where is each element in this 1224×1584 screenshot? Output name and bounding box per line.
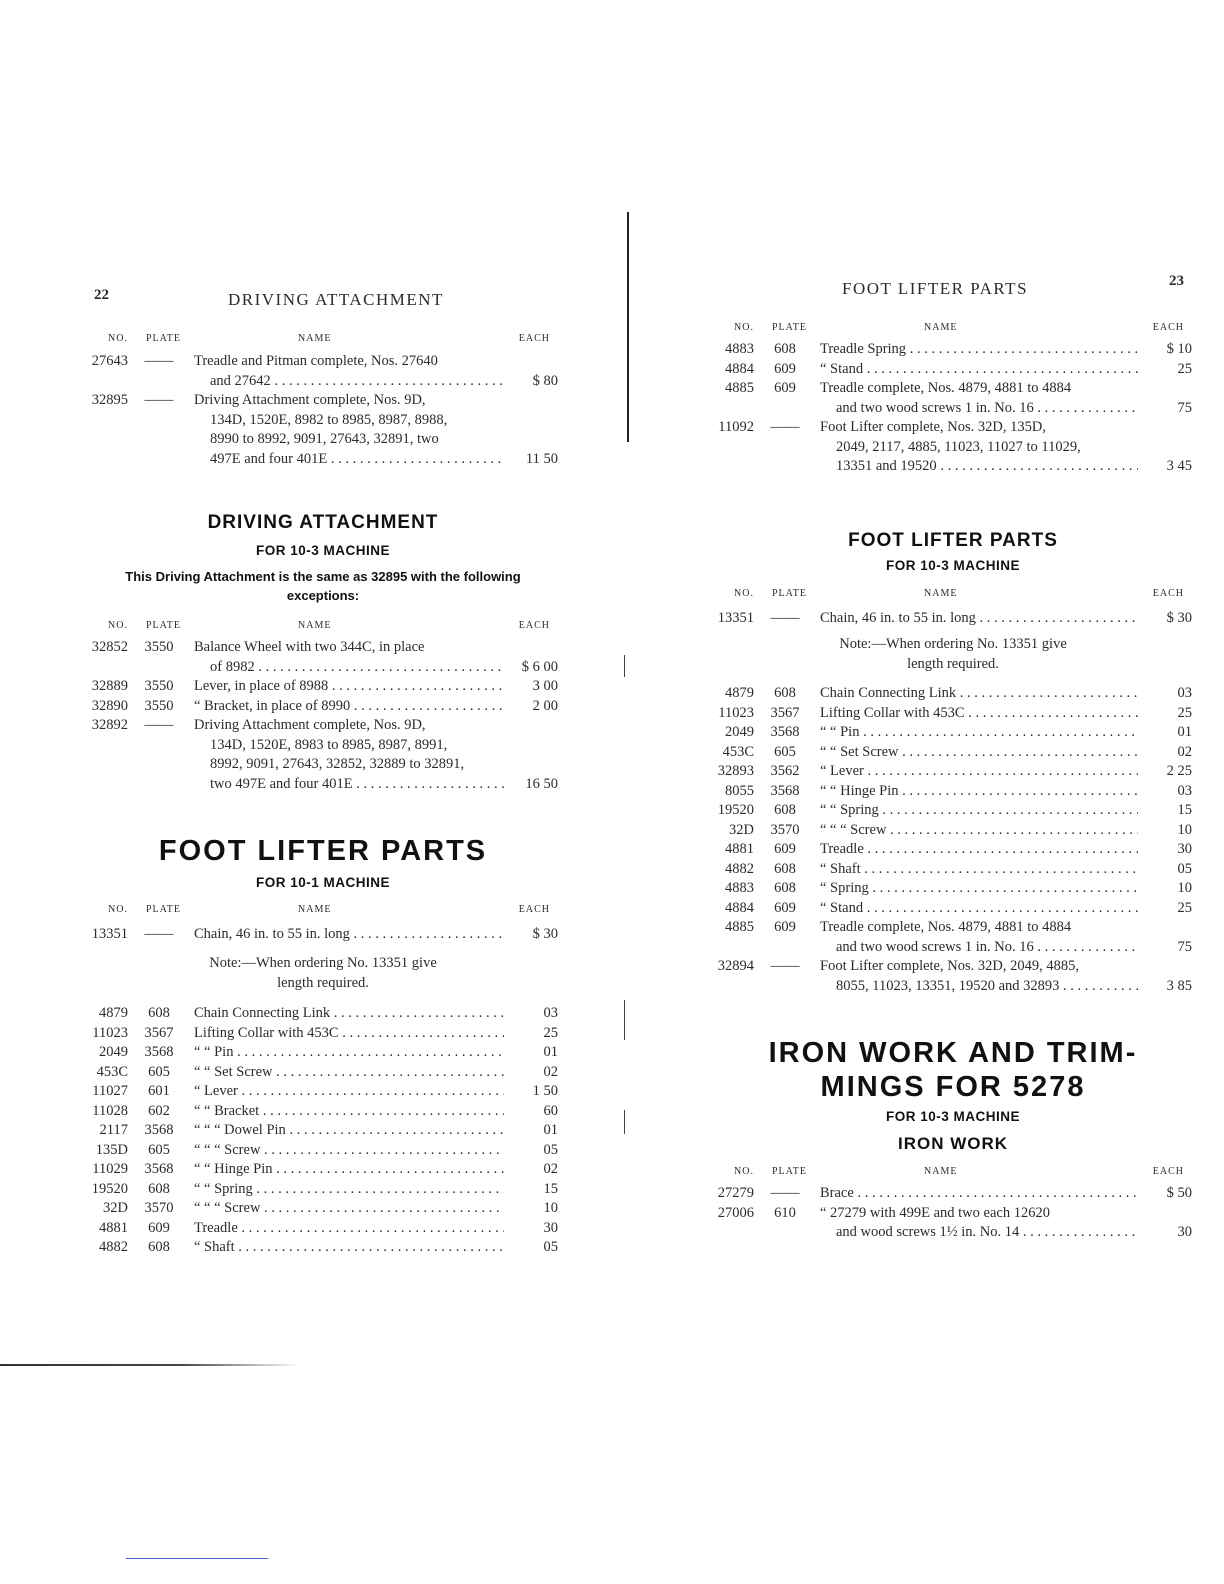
price-each: 3 00 — [532, 678, 558, 694]
name-line: Treadle and Pitman complete, Nos. 27640 — [194, 353, 438, 369]
name-line: Treadle . . . — [194, 1219, 504, 1239]
part-number: 4885 — [725, 919, 754, 935]
plate-number: —— — [770, 419, 800, 435]
scan-mark — [624, 1110, 625, 1134]
part-name — [194, 1043, 504, 1063]
part-name — [194, 1219, 504, 1239]
name-line: “ “ “ Dowel Pin . . . — [194, 1121, 504, 1141]
part-name — [194, 1024, 504, 1044]
plate-number: 3568 — [144, 1044, 174, 1060]
plate-number: 609 — [774, 841, 796, 857]
part-number: 4881 — [99, 1219, 128, 1236]
col-name: NAME — [924, 1166, 958, 1177]
price-each: 15 — [1177, 802, 1192, 818]
name-line: “ “ Bracket . . . — [194, 1102, 504, 1122]
name-line: “ Stand . . . — [820, 360, 1138, 380]
name-line: and two wood screws 1 in. No. 16 . . . — [820, 938, 1138, 958]
part-name — [194, 1141, 504, 1161]
price-each: 75 — [1177, 938, 1192, 955]
price-each: 15 — [543, 1180, 558, 1197]
part-name — [820, 821, 1138, 841]
name-line: Foot Lifter complete, Nos. 32D, 135D, — [820, 419, 1046, 435]
price-each: 02 — [543, 1161, 558, 1177]
col-each: EACH — [1152, 322, 1184, 333]
price-each: $ 6 00 — [521, 658, 558, 675]
plate-number: 608 — [148, 1239, 170, 1255]
price-each: 75 — [1177, 399, 1192, 416]
col-each: EACH — [518, 904, 550, 915]
price-each: $ 50 — [1166, 1185, 1192, 1201]
section-subheading: FOR 10-3 MACHINE — [885, 558, 1020, 573]
part-name — [820, 379, 1138, 418]
plate-number: 3568 — [770, 724, 800, 740]
plate-number: 605 — [774, 743, 796, 760]
part-name — [194, 1121, 504, 1141]
part-number: 135D — [95, 1141, 128, 1158]
part-number: 32D — [729, 821, 754, 838]
name-line: 8990 to 8992, 9091, 27643, 32891, two — [210, 431, 439, 447]
name-line: 2049, 2117, 4885, 11023, 11027 to 11029, — [836, 438, 1081, 455]
name-line: Chain, 46 in. to 55 in. long . . . — [820, 609, 1138, 629]
running-title: DRIVING ATTACHMENT — [228, 290, 444, 309]
section-heading: FOOT LIFTER PARTS — [848, 530, 1058, 551]
part-number: 11023 — [718, 704, 754, 721]
name-line: “ Lever . . . — [820, 762, 1138, 782]
name-line: 134D, 1520E, 8983 to 8985, 8987, 8991, — [210, 736, 448, 753]
section-note — [88, 567, 558, 605]
price-each: 60 — [543, 1102, 558, 1119]
part-name — [820, 1184, 1138, 1204]
section-subheading: FOR 10-1 MACHINE — [255, 875, 390, 890]
ordering-note — [714, 635, 1192, 674]
part-number: 13351 — [717, 610, 754, 626]
plate-number: 3570 — [770, 821, 800, 838]
name-line: of 8982 . . . — [194, 658, 504, 678]
col-name: NAME — [298, 620, 332, 631]
part-name — [820, 918, 1138, 957]
price-each: 01 — [543, 1122, 558, 1138]
name-line: Balance Wheel with two 344C, in place — [194, 639, 425, 655]
part-number: 4879 — [725, 685, 754, 701]
part-name — [820, 609, 1138, 629]
part-number: 4883 — [725, 341, 754, 357]
column-header — [714, 588, 1192, 602]
name-line: two 497E and four 401E . . . — [194, 775, 504, 795]
section-subheading: IRON WORK — [897, 1134, 1009, 1153]
col-name: NAME — [298, 333, 332, 344]
plate-number: 609 — [774, 380, 796, 396]
plate-number: —— — [770, 610, 800, 626]
name-line: “ “ “ Screw . . . — [820, 821, 1138, 841]
col-plate: PLATE — [772, 1166, 807, 1177]
name-line: Chain, 46 in. to 55 in. long . . . — [194, 925, 504, 945]
col-no: NO. — [108, 904, 128, 915]
price-each: 2 25 — [1166, 763, 1192, 779]
part-number: 32894 — [717, 958, 754, 974]
name-line: and two wood screws 1 in. No. 16 . . . — [820, 399, 1138, 419]
part-name — [194, 1238, 504, 1258]
part-name — [194, 1160, 504, 1180]
part-number: 27006 — [717, 1204, 754, 1221]
part-number: 2117 — [99, 1122, 128, 1138]
plate-number: 3567 — [770, 704, 800, 721]
note-line: Note:—When ordering No. 13351 give — [209, 955, 437, 971]
col-each: EACH — [1152, 588, 1184, 599]
part-number: 4879 — [99, 1005, 128, 1021]
part-number: 4882 — [99, 1239, 128, 1255]
name-line: “ “ Spring . . . — [820, 801, 1138, 821]
part-name — [194, 677, 504, 697]
name-line: “ “ Set Screw . . . — [194, 1063, 504, 1083]
part-number: 4882 — [725, 860, 754, 877]
price-each: 30 — [1177, 841, 1192, 857]
part-number: 4883 — [725, 880, 754, 896]
note-line: exceptions: — [286, 588, 360, 603]
price-each: 25 — [543, 1024, 558, 1041]
name-line: 8992, 9091, 27643, 32852, 32889 to 32891, — [210, 756, 465, 772]
part-number: 4884 — [725, 360, 754, 377]
column-header — [88, 620, 558, 634]
part-name — [194, 1180, 504, 1200]
plate-number: 3550 — [144, 678, 174, 694]
part-name — [194, 716, 504, 794]
price-each: 25 — [1177, 704, 1192, 721]
price-each: 1 50 — [532, 1083, 558, 1099]
price-each: 01 — [543, 1044, 558, 1060]
part-name — [820, 899, 1138, 919]
price-each: 03 — [543, 1005, 558, 1021]
plate-number: 3570 — [144, 1200, 174, 1216]
section-heading: FOOT LIFTER PARTS — [158, 835, 488, 867]
part-name — [820, 782, 1138, 802]
name-line: Lever, in place of 8988 . . . — [194, 677, 504, 697]
name-line: “ “ Spring . . . — [194, 1180, 504, 1200]
col-name: NAME — [924, 588, 958, 599]
part-name — [820, 762, 1138, 782]
part-name — [194, 391, 504, 469]
plate-number: 608 — [774, 880, 796, 896]
section-subheading: FOR 10-3 MACHINE — [255, 543, 390, 558]
plate-number: 602 — [148, 1102, 170, 1119]
col-no: NO. — [734, 1166, 754, 1177]
part-number: 11029 — [92, 1161, 128, 1177]
part-name — [194, 1082, 504, 1102]
column-header — [88, 904, 558, 918]
part-name — [194, 352, 504, 391]
price-each: 3 85 — [1166, 977, 1192, 994]
scan-mark — [624, 1000, 625, 1040]
name-line: “ “ Pin . . . — [194, 1043, 504, 1063]
part-name — [194, 638, 504, 677]
part-number: 32889 — [91, 678, 128, 694]
plate-number: 609 — [148, 1219, 170, 1236]
plate-number: 610 — [774, 1204, 796, 1221]
price-each: 30 — [1177, 1224, 1192, 1240]
price-each: $ 10 — [1166, 341, 1192, 357]
part-number: 19520 — [91, 1180, 128, 1197]
part-number: 4885 — [725, 380, 754, 396]
part-number: 2049 — [725, 724, 754, 740]
part-number: 11027 — [92, 1083, 128, 1099]
name-line: “ 27279 with 499E and two each 12620 — [820, 1204, 1050, 1221]
price-each: $ 30 — [532, 926, 558, 942]
price-each: $ 80 — [532, 372, 558, 389]
name-line: “ Shaft . . . — [820, 860, 1138, 880]
part-name — [820, 840, 1138, 860]
part-name — [820, 879, 1138, 899]
part-number: 32D — [103, 1200, 128, 1216]
plate-number: —— — [144, 717, 174, 733]
name-line: 13351 and 19520 . . . — [820, 457, 1138, 477]
name-line: “ “ “ Screw . . . — [194, 1141, 504, 1161]
name-line: “ “ Set Screw . . . — [820, 743, 1138, 763]
name-line: Driving Attachment complete, Nos. 9D, — [194, 392, 426, 408]
part-name — [194, 925, 504, 945]
plate-number: —— — [770, 1185, 800, 1201]
ordering-note — [88, 954, 558, 993]
col-no: NO. — [734, 322, 754, 333]
page-number: 22 — [94, 287, 109, 303]
price-each: 02 — [1177, 743, 1192, 760]
name-line: Treadle Spring . . . — [820, 340, 1138, 360]
part-number: 13351 — [91, 926, 128, 942]
price-each: 01 — [1177, 724, 1192, 740]
part-number: 11028 — [92, 1102, 128, 1119]
name-line: Treadle complete, Nos. 4879, 4881 to 4884 — [820, 919, 1072, 935]
part-name — [820, 704, 1138, 724]
col-plate: PLATE — [772, 322, 807, 333]
name-line: 497E and four 401E . . . — [194, 450, 504, 470]
part-name — [194, 1102, 504, 1122]
note-line: This Driving Attachment is the same as 32895 with the following — [125, 569, 521, 584]
underline-mark — [126, 1558, 268, 1559]
price-each: 3 45 — [1166, 458, 1192, 474]
name-line: “ Bracket, in place of 8990 . . . — [194, 697, 504, 717]
plate-number: 609 — [774, 360, 796, 377]
part-number: 2049 — [99, 1044, 128, 1060]
name-line: 8055, 11023, 13351, 19520 and 32893 . . . — [820, 977, 1138, 997]
heading-line: MINGS FOR 5278 — [820, 1071, 1086, 1103]
note-line: Note:—When ordering No. 13351 give — [839, 636, 1067, 652]
plate-number: 609 — [774, 899, 796, 916]
name-line: “ “ Pin . . . — [820, 723, 1138, 743]
part-number: 11023 — [92, 1024, 128, 1041]
price-each: 30 — [543, 1219, 558, 1236]
col-no: NO. — [108, 333, 128, 344]
price-each: 25 — [1177, 899, 1192, 916]
price-each: $ 30 — [1166, 610, 1192, 626]
scan-mark — [624, 655, 625, 677]
part-name — [820, 743, 1138, 763]
col-each: EACH — [518, 620, 550, 631]
price-each: 16 50 — [525, 775, 558, 792]
plate-number: 608 — [774, 341, 796, 357]
col-plate: PLATE — [772, 588, 807, 599]
part-name — [820, 801, 1138, 821]
plate-number: 608 — [148, 1180, 170, 1197]
scan-artifact-line — [0, 1364, 300, 1366]
col-name: NAME — [924, 322, 958, 333]
name-line: Brace . . . — [820, 1184, 1138, 1204]
part-number: 453C — [96, 1063, 128, 1080]
part-number: 11092 — [718, 419, 754, 435]
column-header — [88, 333, 558, 347]
plate-number: —— — [144, 926, 174, 942]
name-line: “ “ Hinge Pin . . . — [820, 782, 1138, 802]
part-number: 32895 — [91, 392, 128, 408]
price-each: 05 — [1177, 860, 1192, 877]
col-plate: PLATE — [146, 620, 181, 631]
note-line: length required. — [907, 655, 999, 672]
plate-number: —— — [770, 958, 800, 974]
name-line: Treadle . . . — [820, 840, 1138, 860]
plate-number: —— — [144, 353, 174, 369]
part-number: 4881 — [725, 841, 754, 857]
name-line: 134D, 1520E, 8982 to 8985, 8987, 8988, — [210, 411, 448, 428]
name-line: Lifting Collar with 453C . . . — [820, 704, 1138, 724]
col-name: NAME — [298, 904, 332, 915]
name-line: “ “ “ Screw . . . — [194, 1199, 504, 1219]
plate-number: 3562 — [770, 763, 800, 779]
name-line: and 27642 . . . — [194, 372, 504, 392]
price-each: 10 — [543, 1200, 558, 1216]
part-name — [820, 1204, 1138, 1243]
plate-number: 3567 — [144, 1024, 174, 1041]
plate-number: 608 — [148, 1005, 170, 1021]
part-name — [820, 360, 1138, 380]
page-number: 23 — [1169, 273, 1184, 289]
note-line: length required. — [277, 974, 369, 991]
col-each: EACH — [1152, 1166, 1184, 1177]
plate-number: 605 — [148, 1063, 170, 1080]
name-line: Foot Lifter complete, Nos. 32D, 2049, 4885, — [820, 958, 1079, 974]
part-name — [820, 684, 1138, 704]
part-name — [820, 418, 1138, 477]
plate-number: 3568 — [144, 1122, 174, 1138]
price-each: 10 — [1177, 821, 1192, 838]
name-line: Driving Attachment complete, Nos. 9D, — [194, 717, 426, 733]
plate-number: 608 — [774, 685, 796, 701]
part-number: 32890 — [91, 697, 128, 714]
price-each: 11 50 — [525, 450, 558, 467]
name-line: “ Shaft . . . — [194, 1238, 504, 1258]
part-number: 32852 — [91, 639, 128, 655]
heading-line: IRON WORK AND TRIM- — [768, 1037, 1138, 1069]
name-line: Lifting Collar with 453C . . . — [194, 1024, 504, 1044]
price-each: 05 — [543, 1141, 558, 1158]
part-name — [820, 340, 1138, 360]
price-each: 03 — [1177, 685, 1192, 701]
price-each: 10 — [1177, 880, 1192, 896]
part-name — [194, 1063, 504, 1083]
part-name — [194, 697, 504, 717]
section-heading — [714, 1036, 1192, 1104]
plate-number: 608 — [774, 802, 796, 818]
column-header — [714, 1166, 1192, 1180]
part-number: 19520 — [717, 802, 754, 818]
part-name — [194, 1004, 504, 1024]
part-number: 32892 — [91, 717, 128, 733]
section-heading: DRIVING ATTACHMENT — [207, 512, 439, 533]
part-number: 8055 — [725, 782, 754, 799]
name-line: “ Stand . . . — [820, 899, 1138, 919]
name-line: and wood screws 1½ in. No. 14 . . . — [820, 1223, 1138, 1243]
part-number: 4884 — [725, 899, 754, 916]
part-number: 27643 — [91, 353, 128, 369]
name-line: Chain Connecting Link . . . — [194, 1004, 504, 1024]
plate-number: —— — [144, 392, 174, 408]
running-title: FOOT LIFTER PARTS — [842, 279, 1029, 298]
part-name — [820, 957, 1138, 996]
plate-number: 3568 — [770, 782, 800, 799]
part-number: 453C — [722, 743, 754, 760]
part-name — [194, 1199, 504, 1219]
plate-number: 608 — [774, 860, 796, 877]
plate-number: 3568 — [144, 1161, 174, 1177]
name-line: Chain Connecting Link . . . — [820, 684, 1138, 704]
col-plate: PLATE — [146, 904, 181, 915]
name-line: “ Lever . . . — [194, 1082, 504, 1102]
price-each: 05 — [543, 1239, 558, 1255]
col-no: NO. — [108, 620, 128, 631]
plate-number: 605 — [148, 1141, 170, 1158]
price-each: 2 00 — [532, 697, 558, 714]
part-number: 32893 — [717, 763, 754, 779]
part-name — [820, 860, 1138, 880]
column-header — [714, 322, 1192, 336]
plate-number: 609 — [774, 919, 796, 935]
name-line: “ Spring . . . — [820, 879, 1138, 899]
price-each: 02 — [543, 1063, 558, 1080]
page-fold — [627, 212, 629, 442]
price-each: 03 — [1177, 782, 1192, 799]
col-each: EACH — [518, 333, 550, 344]
price-each: 25 — [1177, 360, 1192, 377]
section-subheading: FOR 10-3 MACHINE — [885, 1109, 1020, 1124]
plate-number: 3550 — [144, 697, 174, 714]
plate-number: 601 — [148, 1083, 170, 1099]
part-number: 27279 — [717, 1185, 754, 1201]
name-line: Treadle complete, Nos. 4879, 4881 to 4884 — [820, 380, 1072, 396]
name-line: “ “ Hinge Pin . . . — [194, 1160, 504, 1180]
col-no: NO. — [734, 588, 754, 599]
part-name — [820, 723, 1138, 743]
col-plate: PLATE — [146, 333, 181, 344]
plate-number: 3550 — [144, 639, 174, 655]
